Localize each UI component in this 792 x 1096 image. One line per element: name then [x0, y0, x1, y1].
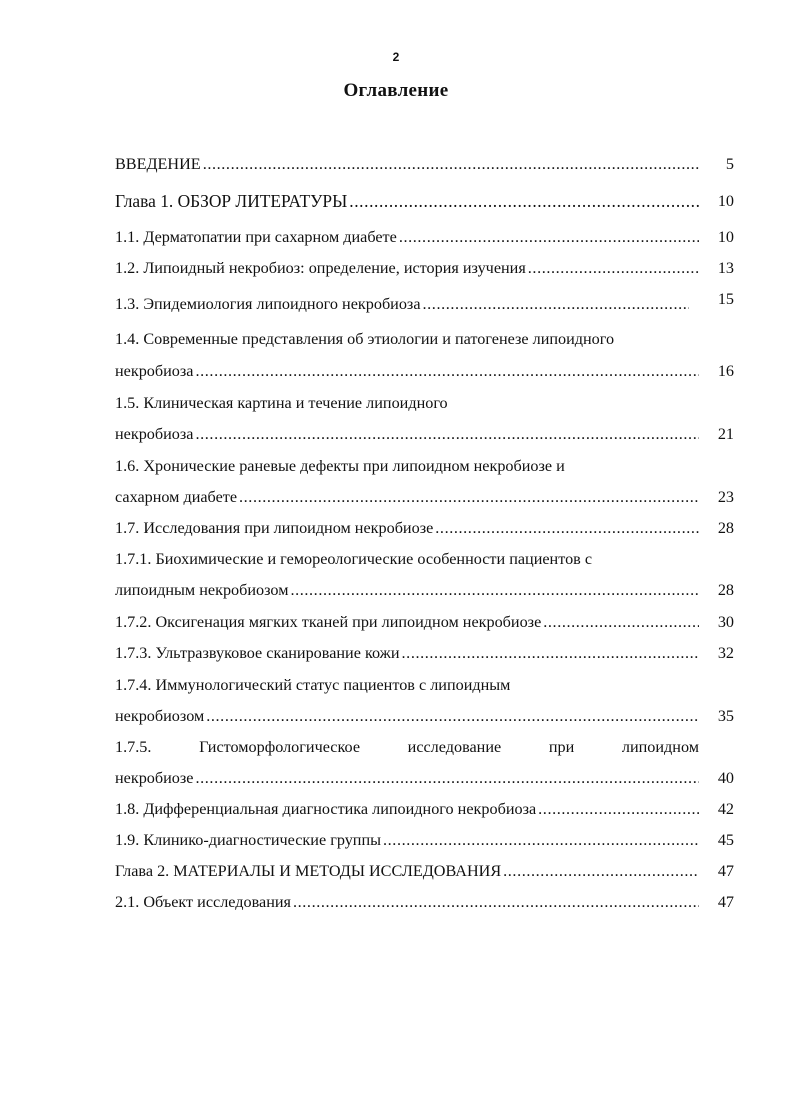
toc-entry-1-7 — [115, 518, 699, 538]
toc-entry-label: 2.1. Объект исследования — [115, 893, 291, 911]
toc-page-number: 5 — [725, 155, 734, 173]
toc-page-number: 16 — [717, 362, 734, 380]
toc-entry-label: 1.2. Липоидный некробиоз: определение, история изучения — [115, 259, 526, 277]
toc-page-number: 47 — [717, 893, 734, 911]
dot-leader — [399, 227, 699, 247]
toc-page-number: 28 — [717, 581, 734, 599]
toc-entry-label: 1.7.4. Иммунологический статус пациентов с липоидным — [115, 676, 511, 694]
toc-page-number: 21 — [717, 425, 734, 443]
dot-leader — [290, 580, 699, 600]
dot-leader — [538, 799, 699, 819]
toc-entry-1-5 — [115, 393, 699, 413]
toc-entry-label: 1.7.3. Ультразвуковое сканирование кожи — [115, 644, 400, 662]
toc-entry-label: некробиозе — [115, 769, 194, 787]
toc-entry-1-7-2 — [115, 612, 699, 632]
toc-entry-label: сахарном диабете — [115, 488, 238, 506]
toc-entry-label: 1.5. Клиническая картина и течение липоидного — [115, 394, 448, 412]
toc-page-number: 35 — [717, 707, 734, 725]
toc-entry-1-7-1-cont — [115, 580, 699, 600]
toc-entry-label: 1.7. Исследования при липоидном некробиозе — [115, 519, 434, 537]
dot-leader — [195, 361, 699, 381]
toc-page-number: 10 — [717, 228, 734, 246]
page-number: 2 — [392, 50, 400, 64]
toc-entry-1-8 — [115, 799, 699, 819]
toc-entry-label: 1.7.1. Биохимические и гемореологические особенности пациентов с — [115, 550, 593, 568]
dot-leader — [239, 487, 699, 507]
toc-page-number: 42 — [717, 800, 734, 818]
toc-entry-label: некробиоза — [115, 362, 194, 380]
dot-leader — [349, 191, 699, 211]
toc-entry-1-7-5: 1.7.5. Гистоморфологическое исследование при липоидном — [115, 738, 699, 756]
toc-page-number: 23 — [717, 488, 734, 506]
toc-page-number: 40 — [717, 769, 734, 787]
dot-leader — [195, 424, 699, 444]
toc-entry-1-4 — [115, 329, 699, 349]
toc-entry-1-7-4 — [115, 675, 699, 695]
dot-leader — [206, 706, 699, 726]
toc-entry-label: 1.3. Эпидемиология липоидного некробиоза — [115, 295, 421, 313]
toc-entry-label: 1.4. Современные представления об этиологии и патогенезе липоидного — [115, 330, 615, 348]
dot-leader — [293, 892, 699, 912]
toc-entry-1-2 — [115, 258, 699, 278]
dot-leader — [435, 518, 699, 538]
dot-leader — [383, 830, 699, 850]
toc-page-number: 28 — [717, 519, 734, 537]
toc-title: Оглавление — [343, 80, 449, 101]
toc-entry-label: Глава 2. МАТЕРИАЛЫ И МЕТОДЫ ИССЛЕДОВАНИЯ — [115, 862, 502, 880]
dot-leader — [195, 768, 699, 788]
toc-entry-chapter-2 — [115, 861, 699, 881]
toc-entry-2-1 — [115, 892, 699, 912]
toc-page-number: 47 — [717, 862, 734, 880]
toc-entry-1-7-1 — [115, 549, 699, 569]
toc-entry-label: 1.8. Дифференциальная диагностика липоидного некробиоза — [115, 800, 537, 818]
dot-leader — [543, 612, 699, 632]
toc-entry-1-7-4-cont — [115, 706, 699, 726]
toc-entry-label: 1.9. Клинико-диагностические группы — [115, 831, 382, 849]
toc-entry-1-3 — [115, 294, 689, 314]
toc-entry-1-5-cont — [115, 424, 699, 444]
toc-entry-1-7-5-cont — [115, 768, 699, 788]
toc-page-number: 15 — [717, 290, 734, 308]
toc-entry-introduction — [115, 154, 699, 174]
toc-entry-label: 1.7.2. Оксигенация мягких тканей при липоидном некробиозе — [115, 613, 542, 631]
dot-leader — [503, 861, 699, 881]
dot-leader — [402, 643, 699, 663]
toc-entry-label: липоидным некробиозом — [115, 581, 289, 599]
toc-entry-label: 1.1. Дерматопатии при сахарном диабете — [115, 228, 397, 246]
dot-leader — [203, 154, 699, 174]
toc-entry-label: некробиозом — [115, 707, 205, 725]
toc-entry-chapter-1 — [115, 191, 699, 211]
toc-entry-1-1 — [115, 227, 699, 247]
toc-entry-1-7-3 — [115, 643, 699, 663]
dot-leader — [423, 294, 689, 314]
toc-page-number: 10 — [717, 192, 734, 210]
toc-entry-label: 1.6. Хронические раневые дефекты при липоидном некробиозе и — [115, 457, 565, 475]
toc-entry-1-4-cont — [115, 361, 699, 381]
toc-entry-1-6-cont — [115, 487, 699, 507]
toc-entry-label: ВВЕДЕНИЕ — [115, 155, 201, 173]
dot-leader — [528, 258, 699, 278]
toc-entry-1-6 — [115, 456, 699, 476]
toc-entry-label: некробиоза — [115, 425, 194, 443]
toc-page-number: 45 — [717, 831, 734, 849]
toc-page-number: 32 — [717, 644, 734, 662]
toc-page-number: 13 — [717, 259, 734, 277]
toc-entry-1-9 — [115, 830, 699, 850]
toc-entry-label: Глава 1. ОБЗОР ЛИТЕРАТУРЫ — [115, 191, 348, 211]
toc-page-number: 30 — [717, 613, 734, 631]
